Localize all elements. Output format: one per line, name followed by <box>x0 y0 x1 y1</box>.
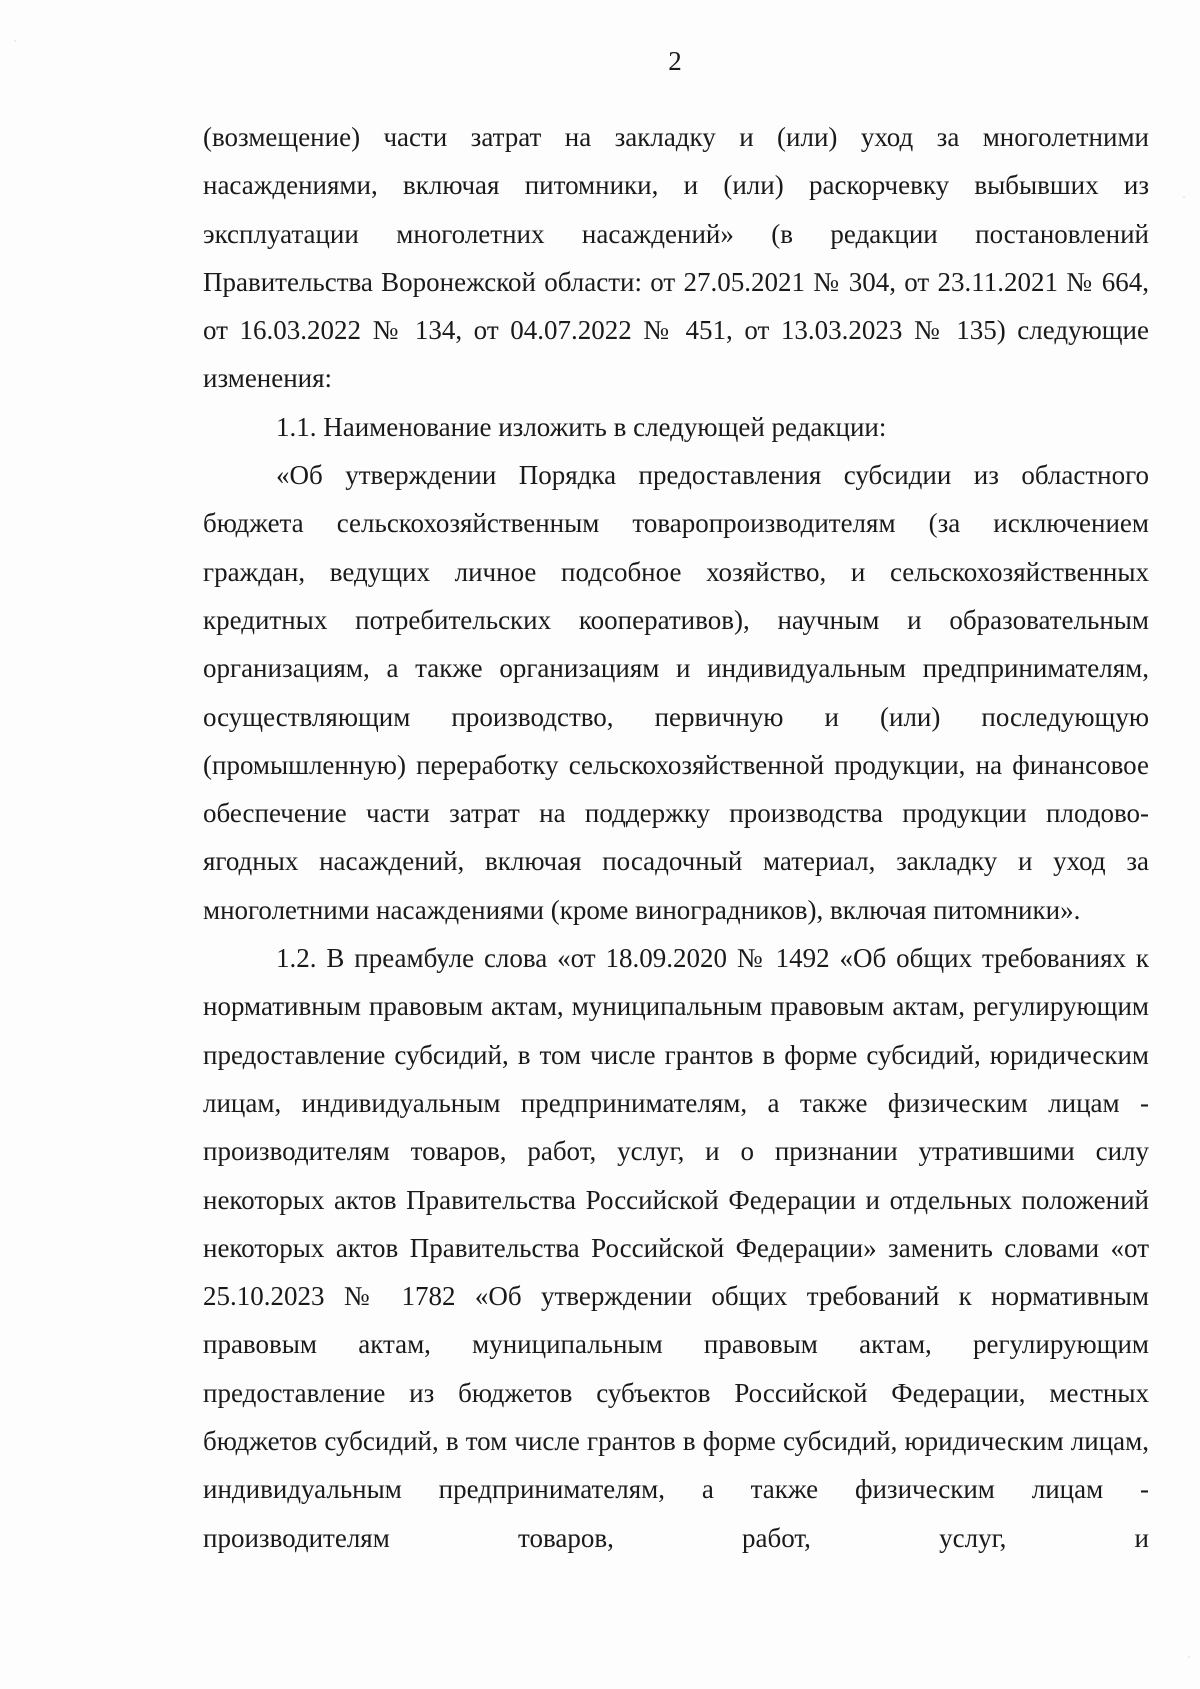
paragraph-item-1-2: 1.2. В преамбуле слова «от 18.09.2020 № 1492 «Об общих требованиях к нормативным правовым актам, муниципальным правовым актам, регулирующим предоставление субсидий, в том числе грантов в форме субсидий, юридическим лицам, индивидуальным предпринимателям, а также физическим лицам - производителям товаров, работ, услуг, и о признании утратившими силу некоторых актов Правительства Российской Федерации и отдельных положений некоторых актов Правительства Российской Федерации» заменить словами «от 25.10.2023 № 1782 «Об утверждении общих требований к нормативным правовым актам, муниципальным правовым актам, регулирующим предоставление из бюджетов субъектов Российской Федерации, местных бюджетов субсидий, в том числе грантов в форме субсидий, юридическим лицам, индивидуальным предпринимателям, а также физическим лицам - производителям товаров, работ, услуг, и <box>203 943 1149 1553</box>
paragraph-item-1-1: 1.1. Наименование изложить в следующей редакции: <box>276 411 887 442</box>
scan-speck <box>14 40 16 42</box>
page-number: 2 <box>668 46 682 76</box>
scan-speck <box>1183 196 1185 198</box>
paragraph-new-title: «Об утверждении Порядка предоставления субсидии из областного бюджета сельскохозяйственным товаропроизводителям (за исключением граждан, ведущих личное подсобное хозяйство, и сельскохозяйственных кредитных потребительских кооперативов), научным и образовательным организациям, а также организациям и индивидуальным предпринимателям, осуществляющим производство, первичную и (или) последующую (промышленную) переработку сельскохозяйственной продукции, на финансовое обеспечение части затрат на поддержку производства продукции плодово-ягодных насаждений, включая посадочный материал, закладку и уход за многолетними насаждениями (кроме виноградников), включая питомники». <box>203 460 1149 925</box>
paragraph-intro-continuation: (возмещение) части затрат на закладку и (или) уход за многолетними насаждениями, включая питомники, и (или) раскорчевку выбывших из эксплуатации многолетних насаждений» (в редакции постановлений Правительства Воронежской области: от 27.05.2021 № 304, от 23.11.2021 № 664, от 16.03.2022 № 134, от 04.07.2022 № 451, от 13.03.2023 № 135) следующие изменения: <box>203 122 1149 394</box>
scan-speck <box>1188 1656 1190 1658</box>
document-body <box>203 113 1149 1562</box>
